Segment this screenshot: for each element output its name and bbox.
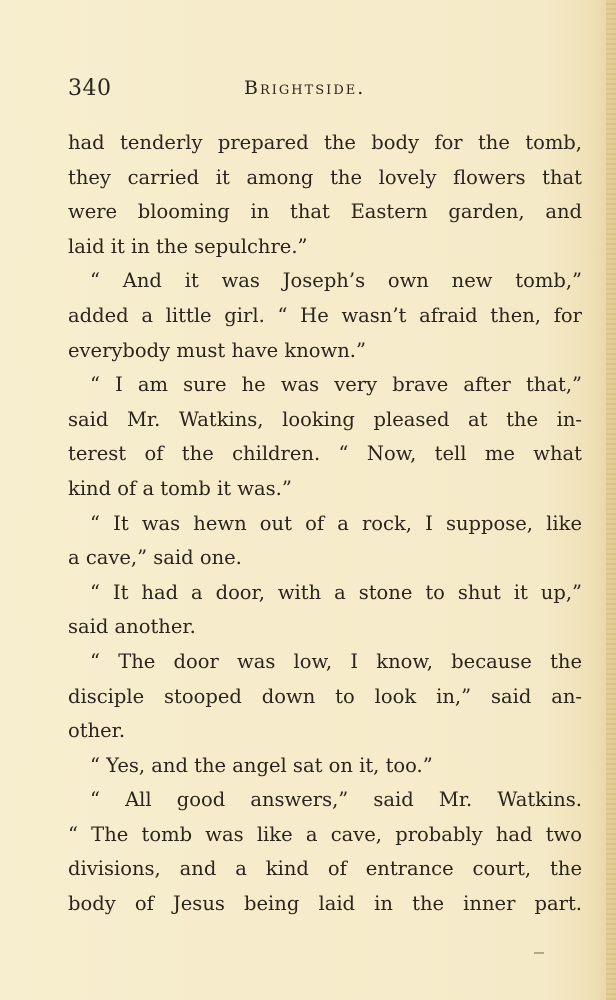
page-mark [534,952,544,954]
text-line: “ And it was Joseph’s own new tomb,” [90,269,582,293]
text-line: other. [68,719,126,743]
text-line: disciple stooped down to look in,” said an- [68,684,582,708]
text-line: said Mr. Watkins, looking pleased at the in- [68,407,582,431]
text-line: added a little girl. “ He wasn’t afraid then, for [68,303,582,327]
text-line: “ The tomb was like a cave, probably had two [68,822,582,846]
text-line: they carried it among the lovely flowers that [68,165,582,189]
text-line: divisions, and a kind of entrance court, the [68,857,582,881]
text-line: “ The door was low, I know, because the [90,649,582,673]
text-line: everybody must have known.” [68,338,366,362]
text-line: terest of the children. “ Now, tell me what [68,442,582,466]
running-title: Brightside. [244,77,366,99]
text-line: “ Yes, and the angel sat on it, too.” [90,753,433,777]
page-edge [606,0,616,1000]
page-header [68,76,582,106]
text-line: laid it in the sepulchre.” [68,234,308,258]
text-line: “ It was hewn out of a rock, I suppose, like [90,511,582,535]
page-number: 340 [68,76,112,101]
text-line: were blooming in that Eastern garden, and [68,200,582,224]
text-line: body of Jesus being laid in the inner part. [68,892,582,916]
text-line: had tenderly prepared the body for the tomb, [68,131,582,154]
body-text [68,126,582,922]
text-line: kind of a tomb it was.” [68,476,292,500]
text-line: a cave,” said one. [68,546,242,570]
text-line: “ I am sure he was very brave after that,” [90,373,582,397]
text-line: “ It had a door, with a stone to shut it up,” [90,580,582,604]
text-line: “ All good answers,” said Mr. Watkins. [90,788,582,812]
text-line: said another. [68,615,196,639]
